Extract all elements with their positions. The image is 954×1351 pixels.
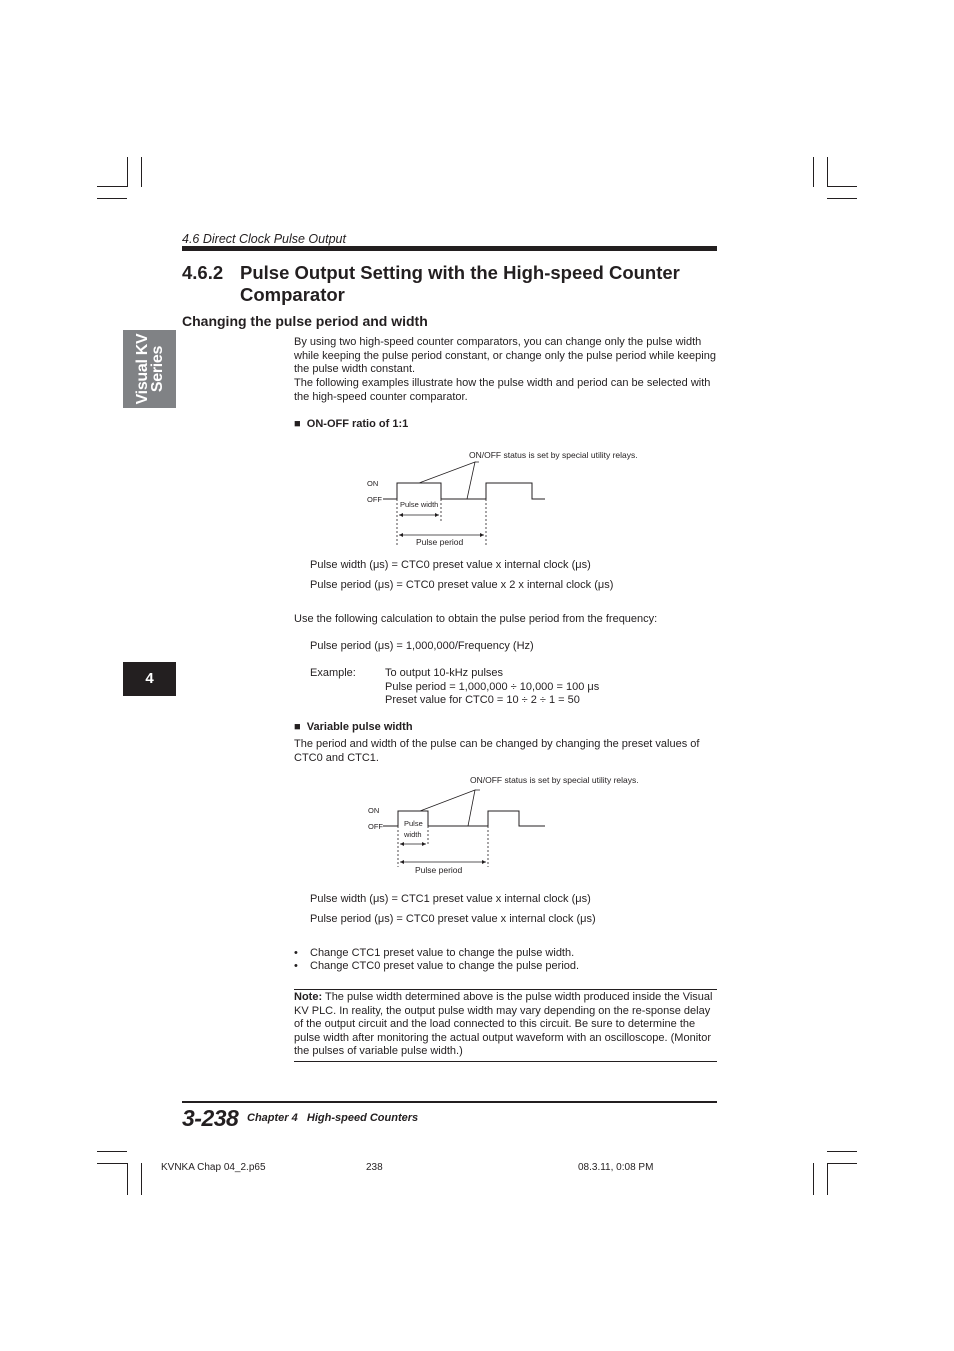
series-side-tab [123, 330, 176, 408]
note-text: The pulse width determined above is the pulse width produced inside the Visual KV PLC. In reality, the output pulse width may vary depending on the re-sponse delay of the output circuit and the load connected to this circuit. Be sure to determine the pulse width after monitoring the actual output waveform with an oscilloscope. (Monitor the pulses of variable pulse width.) [294, 991, 713, 1058]
slug-file: KVNKA Chap 04_2.p65 [161, 1162, 266, 1173]
section-number: 4.6.2 [182, 262, 224, 283]
crop-mark [827, 157, 828, 187]
bullet-item-1 [294, 947, 575, 961]
diagram1-width-label: Pulse width [400, 500, 439, 509]
block2-heading-text: Variable pulse width [306, 721, 413, 733]
bullet-dot-icon: • [294, 947, 298, 959]
pulse-diagram-1 [360, 444, 660, 550]
pulse-diagram-2 [360, 770, 660, 880]
bullet-dot-icon: • [294, 960, 298, 972]
intro-paragraph-2: The following examples illustrate how the pulse width and period can be selected with the high-speed counter comparator. [294, 377, 711, 403]
diagram2-width-label: Pulse [404, 819, 423, 828]
square-bullet-icon: ■ [294, 418, 301, 430]
diagram2-pointer-lines [420, 790, 480, 826]
example-line: Preset value for CTC0 = 10 ÷ 2 ÷ 1 = 50 [385, 694, 580, 706]
note-label: Note: [294, 991, 323, 1003]
diagram2-caption: ON/OFF status is set by special utility relays. [470, 775, 639, 785]
slug-date: 08.3.11, 0:08 PM [578, 1162, 654, 1173]
block2-heading [294, 721, 413, 733]
diagram1-caption: ON/OFF status is set by special utility relays. [469, 450, 638, 460]
example-label: Example: [310, 667, 356, 679]
diagram1-off-label: OFF [367, 495, 382, 504]
crop-mark [827, 186, 857, 187]
diagram1-pointer-lines [419, 462, 479, 499]
note-bottom-rule [294, 1061, 717, 1062]
diagram2-on-label: ON [368, 806, 380, 815]
crop-mark [141, 157, 142, 187]
diagram1-waveform [383, 483, 545, 499]
crop-mark [127, 1163, 128, 1195]
note-box [294, 991, 717, 1059]
crop-mark [97, 1151, 127, 1152]
bullet-text: Change CTC1 preset value to change the pulse width. [310, 947, 575, 959]
calc-formula: Pulse period (μs) = 1,000,000/Frequency (Hz) [310, 640, 534, 652]
crop-mark [827, 1151, 857, 1152]
crop-mark [813, 1163, 814, 1195]
block2-text: The period and width of the pulse can be changed by changing the preset values of CTC0 and CTC1. [294, 738, 700, 764]
crop-mark [127, 157, 128, 187]
square-bullet-icon: ■ [294, 721, 301, 733]
bullet-item-2 [294, 960, 580, 974]
crop-mark [827, 198, 857, 199]
slug-page: 238 [366, 1162, 383, 1173]
block2-formula-width: Pulse width (μs) = CTC1 preset value x internal clock (μs) [310, 893, 591, 905]
block1-formula-width: Pulse width (μs) = CTC0 preset value x internal clock (μs) [310, 559, 591, 571]
bullet-text: Change CTC0 preset value to change the pulse period. [310, 960, 580, 972]
section-title: Pulse Output Setting with the High-speed Counter Comparator [240, 262, 680, 305]
diagram2-off-label: OFF [368, 822, 383, 831]
footer-rule [182, 1101, 717, 1103]
block1-formula-period: Pulse period (μs) = CTC0 preset value x 2 x internal clock (μs) [310, 579, 614, 591]
crop-mark [827, 1163, 857, 1164]
crop-mark [97, 198, 127, 199]
block1-heading-text: ON-OFF ratio of 1:1 [306, 418, 409, 430]
note-top-rule [294, 989, 717, 990]
block1-heading [294, 418, 408, 430]
diagram1-on-label: ON [367, 479, 379, 488]
diagram1-period-label: Pulse period [416, 537, 464, 547]
example-line: Pulse period = 1,000,000 ÷ 10,000 = 100 μs [385, 681, 600, 693]
side-tab-line1: Visual KV [133, 333, 151, 405]
diagram2-width-label: width [404, 830, 422, 839]
chapter-tab: 4 [123, 662, 176, 696]
crop-mark [97, 186, 127, 187]
footer-chapter: Chapter 4 High-speed Counters [247, 1112, 419, 1124]
crop-mark [827, 1163, 828, 1195]
crop-mark [97, 1163, 127, 1164]
crop-mark [141, 1163, 142, 1195]
example-line: To output 10-kHz pulses [385, 667, 504, 679]
side-tab-line2: Series [148, 345, 166, 393]
block2-formula-period: Pulse period (μs) = CTC0 preset value x internal clock (μs) [310, 913, 596, 925]
running-head: 4.6 Direct Clock Pulse Output [182, 232, 346, 246]
crop-mark [813, 157, 814, 187]
header-rule [182, 246, 717, 251]
page-number: 3-238 [182, 1105, 239, 1131]
calc-intro: Use the following calculation to obtain the pulse period from the frequency: [294, 613, 658, 625]
subheading: Changing the pulse period and width [182, 313, 428, 329]
intro-paragraph-1: By using two high-speed counter comparators, you can change only the pulse width while keeping the pulse period constant, or change only the pulse period while keeping the pulse width constant. [294, 336, 716, 376]
diagram2-period-label: Pulse period [415, 865, 463, 875]
